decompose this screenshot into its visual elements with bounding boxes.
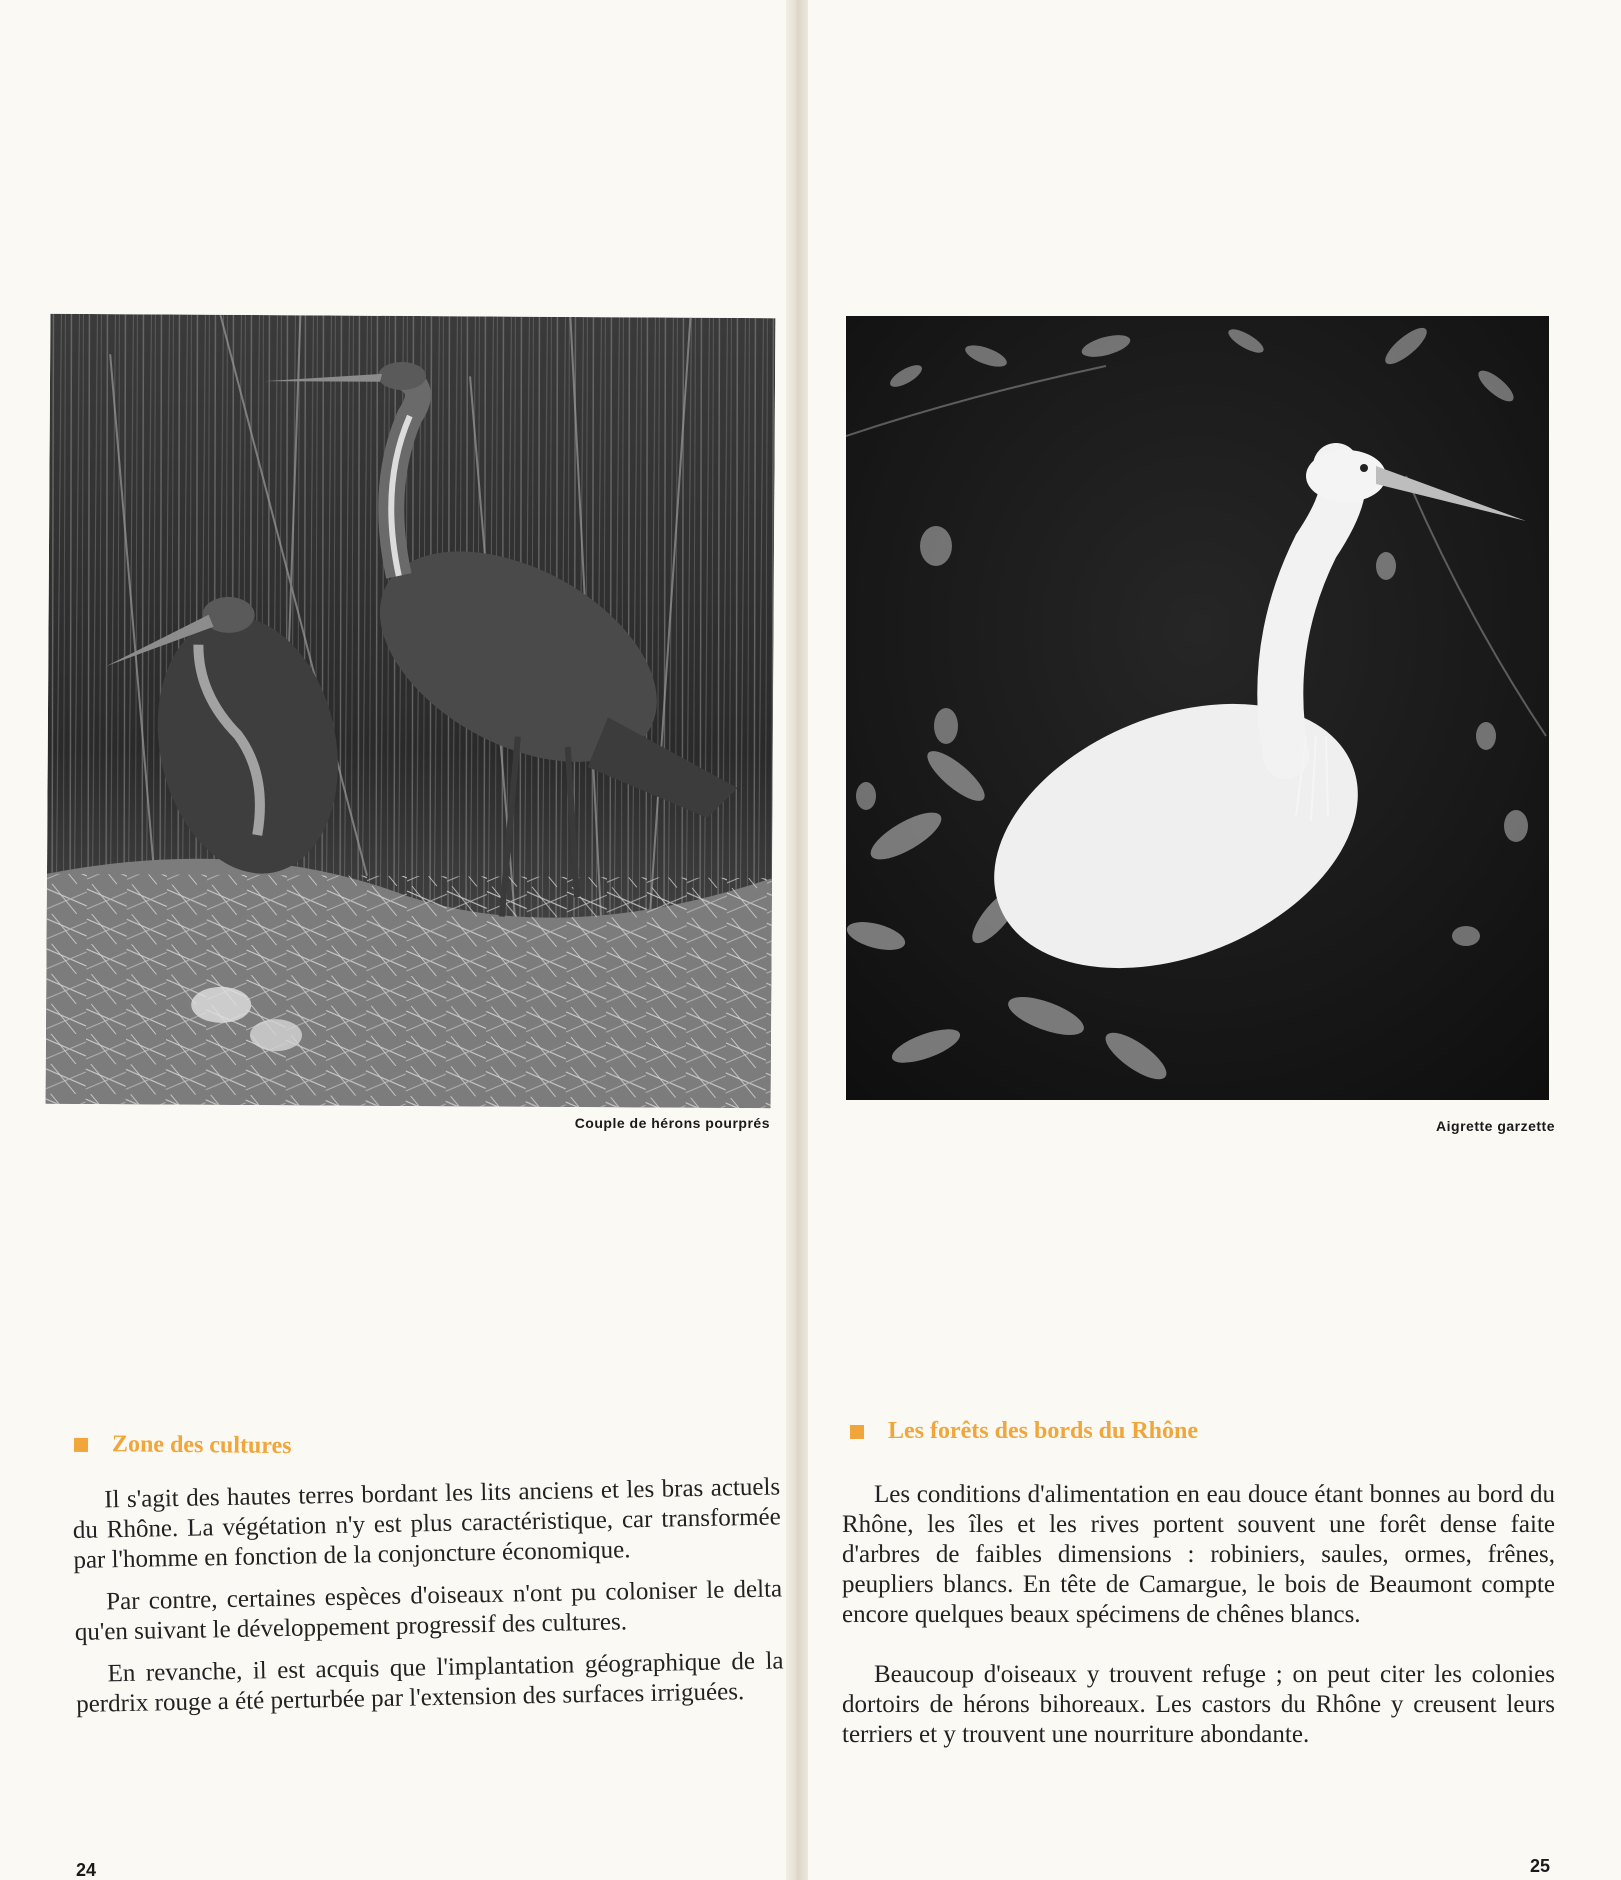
paragraph: En revanche, il est acquis que l'implantation géographique de la perdrix rouge a été perturbée par l'extension des surfaces irriguées. (75, 1647, 784, 1718)
egret-photo (846, 316, 1549, 1100)
page-number-left: 24 (76, 1860, 97, 1880)
body-text-left (72, 1472, 785, 1732)
section-title-text: Les forêts des bords du Rhône (888, 1418, 1199, 1444)
book-gutter (786, 0, 808, 1880)
paragraph: Par contre, certaines espèces d'oiseaux n'ont pu coloniser le delta qu'en suivant le développement progressif des cultures. (74, 1575, 783, 1646)
heron-couple-photo (46, 314, 776, 1108)
square-bullet-icon (850, 1425, 864, 1439)
photo-caption-right: Aigrette garzette (1436, 1118, 1555, 1134)
section-title-left (74, 1431, 292, 1460)
paragraph: Les conditions d'alimentation en eau douce étant bonnes au bord du Rhône, les îles et les rives portent souvent une forêt dense faite d'arbres de faibles dimensions : robiniers, saules, ormes, frênes, peupliers blancs. En tête de Camargue, le bois de Beaumont compte encore quelques beaux spécimens de chênes blancs. (842, 1481, 1555, 1628)
square-bullet-icon (74, 1437, 88, 1451)
section-title-text: Zone des cultures (111, 1431, 292, 1460)
paragraph: Beaucoup d'oiseaux y trouvent refuge ; on peut citer les colonies dortoirs de hérons bihoreaux. Les castors du Rhône y creusent leurs terriers et y trouvent une nourriture abondante. (842, 1661, 1555, 1748)
paragraph: Il s'agit des hautes terres bordant les lits anciens et les bras actuels du Rhône. La végétation n'y est plus caractéristique, car transformée par l'homme en fonction de la conjoncture économique. (72, 1473, 781, 1574)
page-number-right: 25 (1530, 1856, 1551, 1876)
body-text-right (842, 1480, 1555, 1762)
photo-caption-left: Couple de hérons pourprés (574, 1115, 770, 1131)
section-title-right (850, 1418, 1198, 1445)
